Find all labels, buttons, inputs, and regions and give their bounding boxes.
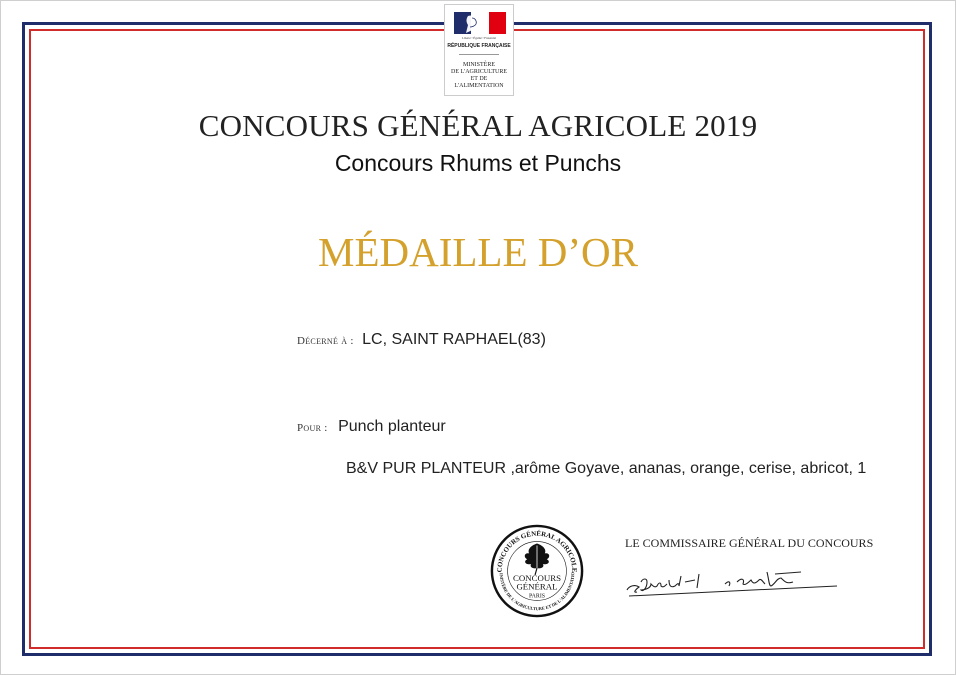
- republic-name: RÉPUBLIQUE FRANÇAISE: [447, 43, 511, 49]
- logo-divider: [459, 54, 499, 55]
- for-row: [297, 418, 446, 436]
- ministry-name: [447, 62, 511, 90]
- awarded-to-label: Décerné à :: [297, 335, 354, 347]
- for-value: Punch planteur: [338, 418, 446, 435]
- seal-center-line-2: GÉNÉRAL: [516, 581, 558, 592]
- seal-bottom-text: INISTÈRE DE L'AGRICULTURE ET DE L'ALIMENTATIO: [498, 571, 576, 612]
- ministry-line: DE L'AGRICULTURE: [450, 69, 508, 75]
- for-label: Pour :: [297, 422, 328, 434]
- ministry-logo: [444, 4, 514, 96]
- ministry-line: MINISTÈRE: [463, 62, 495, 68]
- contest-subtitle: Concours Rhums et Punchs: [334, 150, 622, 176]
- commissioner-title: LE COMMISSAIRE GÉNÉRAL DU CONCOURS: [625, 536, 874, 550]
- medal-heading: MÉDAILLE D’OR: [318, 229, 638, 275]
- contest-title: CONCOURS GÉNÉRAL AGRICOLE 2019: [198, 108, 758, 143]
- seal-center-line-1: CONCOURS: [513, 572, 561, 583]
- product-description: B&V PUR PLANTEUR ,arôme Goyave, ananas, orange, cerise, abricot, 1: [346, 460, 867, 477]
- ministry-line: L'ALIMENTATION: [454, 83, 504, 89]
- awarded-to-row: [297, 331, 546, 349]
- republic-motto: Liberté • Égalité • Fraternité: [462, 36, 496, 40]
- awarded-to-value: LC, SAINT RAPHAEL(83): [362, 331, 546, 348]
- commissioner-signature: [625, 560, 840, 605]
- contest-seal: [488, 522, 586, 620]
- marianne-flag-icon: [454, 12, 506, 34]
- seal-city: PARIS: [528, 593, 546, 600]
- ministry-line: ET DE: [470, 76, 488, 82]
- seal-top-text: CONCOURS GÉNÉRAL AGRICOLE: [496, 530, 578, 573]
